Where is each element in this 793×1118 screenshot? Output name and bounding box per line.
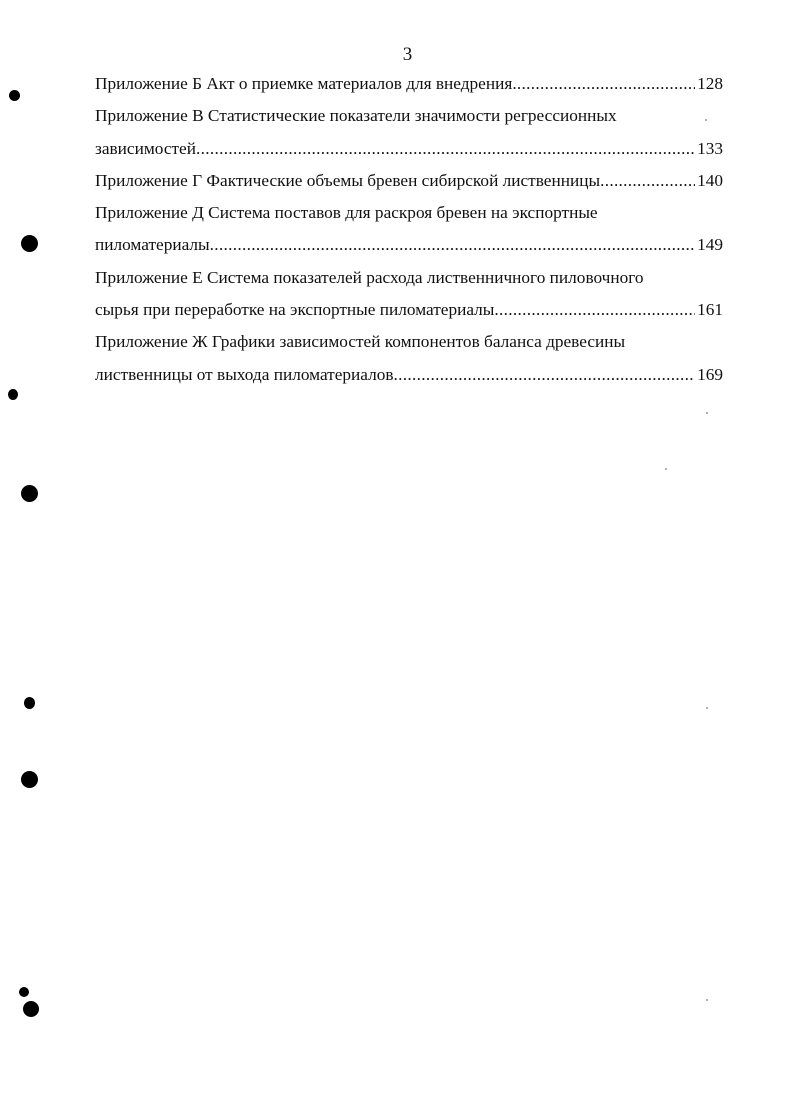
toc-entry-e-line-2	[95, 298, 723, 330]
toc-entry-title: Приложение Ж Графики зависимостей компонентов баланса древесины	[95, 332, 626, 352]
toc-entry-page: 149	[697, 235, 723, 255]
toc-entry-title: Приложение Е Система показателей расхода лиственничного пиловочного	[95, 267, 644, 287]
dot-leader	[600, 169, 695, 193]
dot-leader	[494, 298, 695, 322]
toc-entry-title-continued: пиломатериалы	[95, 235, 210, 255]
table-of-contents	[95, 72, 723, 395]
punch-hole-mark	[24, 697, 35, 709]
toc-entry-e-line-1	[95, 266, 723, 298]
punch-hole-mark	[8, 389, 18, 400]
toc-entry-zh-line-2	[95, 363, 723, 395]
toc-entry-v-line-2	[95, 137, 723, 169]
punch-hole	[21, 485, 38, 502]
punch-hole	[21, 771, 38, 788]
toc-entry-title: Приложение В Статистические показатели значимости регрессионных	[95, 106, 617, 126]
punch-hole	[21, 235, 38, 252]
toc-entry-title: Приложение Г Фактические объемы бревен сибирской лиственницы	[95, 170, 601, 190]
toc-entry-v-line-1	[95, 104, 723, 136]
dot-leader	[512, 72, 695, 96]
dot-leader	[210, 233, 695, 257]
toc-entry-d-line-2	[95, 233, 723, 265]
scan-speck	[705, 119, 707, 121]
punch-hole	[23, 1001, 39, 1017]
toc-entry-page: 140	[697, 170, 723, 190]
dot-leader	[394, 363, 696, 387]
dot-leader	[196, 137, 695, 161]
punch-hole-mark	[19, 987, 29, 997]
punch-hole-mark	[9, 90, 20, 101]
toc-entry-title-continued: зависимостей	[95, 138, 196, 158]
toc-entry-b	[95, 72, 723, 104]
toc-entry-title-continued: лиственницы от выхода пиломатериалов	[95, 364, 394, 384]
scan-speck	[706, 412, 708, 414]
toc-entry-title: Приложение Д Система поставов для раскроя бревен на экспортные	[95, 203, 598, 223]
toc-entry-page: 161	[697, 300, 723, 320]
scan-speck	[665, 468, 667, 470]
toc-entry-d-line-1	[95, 201, 723, 233]
toc-entry-page: 128	[697, 74, 723, 93]
page-number: 3	[402, 44, 413, 65]
toc-entry-g	[95, 169, 723, 201]
toc-entry-page: 133	[697, 138, 723, 158]
toc-entry-title-continued: сырья при переработке на экспортные пиломатериалы	[95, 300, 495, 320]
scan-speck	[706, 707, 708, 709]
toc-entry-title: Приложение Б Акт о приемке материалов для внедрения	[95, 74, 513, 93]
scan-speck	[706, 999, 708, 1001]
toc-entry-page: 169	[697, 364, 723, 384]
toc-entry-zh-line-1	[95, 330, 723, 362]
